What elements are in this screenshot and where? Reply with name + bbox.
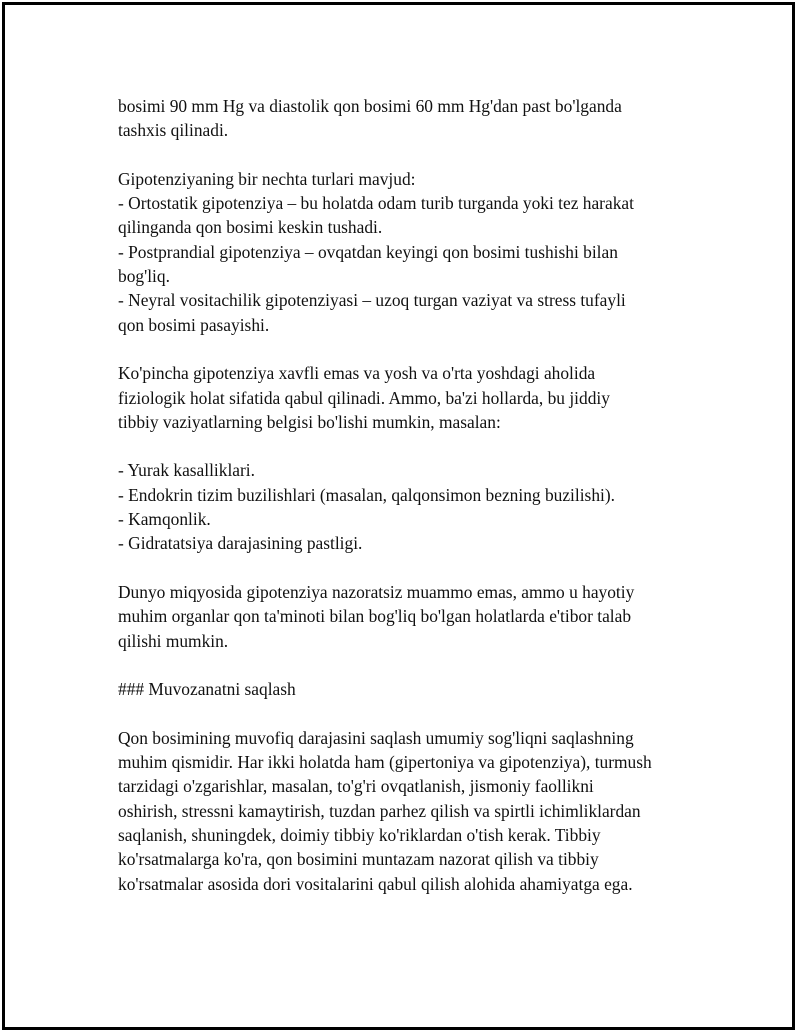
text-line: Gipotenziyaning bir nechta turlari mavjud: <box>118 168 416 189</box>
paragraph-gap <box>118 143 698 167</box>
paragraph-conditions-list <box>118 458 698 555</box>
paragraph-often-harmless <box>118 361 698 434</box>
text-line: muhim organlar qon ta'minoti bilan bog'liq bo'lgan holatlarda e'tibor talab <box>118 606 632 627</box>
text-line: tarzidagi o'zgarishlar, masalan, to'g'ri ovqatlanish, jismoniy faollikni <box>118 776 594 797</box>
paragraph-balance <box>118 726 698 896</box>
text-line: ko'rsatmalarga ko'ra, qon bosimini muntazam nazorat qilish va tibbiy <box>118 849 599 870</box>
paragraph-gap <box>118 701 698 725</box>
list-item: - Endokrin tizim buzilishlari (masalan, qalqonsimon bezning buzilishi). <box>118 484 615 505</box>
paragraph-gap <box>118 434 698 458</box>
text-line: qon bosimi pasayishi. <box>118 314 270 335</box>
paragraph-gap <box>118 556 698 580</box>
text-line: tashxis qilinadi. <box>118 120 229 141</box>
text-line: Dunyo miqyosida gipotenziya nazoratsiz muammo emas, ammo u hayotiy <box>118 581 635 602</box>
list-item: - Ortostatik gipotenziya – bu holatda odam turib turganda yoki tez harakat <box>118 193 634 214</box>
text-line: ko'rsatmalar asosida dori vositalarini qabul qilish alohida ahamiyatga ega. <box>118 873 633 894</box>
text-line: oshirish, stressni kamaytirish, tuzdan parhez qilish va spirtli ichimliklardan <box>118 800 641 821</box>
heading-text: ### Muvozanatni saqlash <box>118 679 296 700</box>
list-item: - Yurak kasalliklari. <box>118 460 255 481</box>
list-item: - Postprandial gipotenziya – ovqatdan keyingi qon bosimi tushishi bilan <box>118 241 618 262</box>
text-line: qilishi mumkin. <box>118 630 229 651</box>
paragraph-gap <box>118 337 698 361</box>
text-line: Qon bosimining muvofiq darajasini saqlash umumiy sog'liqni saqlashning <box>118 727 634 748</box>
text-line: Ko'pincha gipotenziya xavfli emas va yosh va o'rta yoshdagi aholida <box>118 363 596 384</box>
text-line: saqlanish, shuningdek, doimiy tibbiy ko'riklardan o'tish kerak. Tibbiy <box>118 824 601 845</box>
text-line: muhim qismidir. Har ikki holatda ham (gipertoniya va gipotenziya), turmush <box>118 752 652 773</box>
section-heading <box>118 677 698 701</box>
list-item: - Gidratatsiya darajasining pastligi. <box>118 533 363 554</box>
paragraph-worldwide <box>118 580 698 653</box>
text-line: qilinganda qon bosimi keskin tushadi. <box>118 217 383 238</box>
list-item: - Kamqonlik. <box>118 509 211 530</box>
text-line: bog'liq. <box>118 266 170 287</box>
paragraph-hypotension-types <box>118 167 698 337</box>
text-line: bosimi 90 mm Hg va diastolik qon bosimi 60 mm Hg'dan past bo'lganda <box>118 96 622 116</box>
text-line: fiziologik holat sifatida qabul qilinadi. Ammo, ba'zi hollarda, bu jiddiy <box>118 387 610 408</box>
list-item: - Neyral vositachilik gipotenziyasi – uzoq turgan vaziyat va stress tufayli <box>118 290 626 311</box>
paragraph-gap <box>118 653 698 677</box>
text-line: tibbiy vaziyatlarning belgisi bo'lishi mumkin, masalan: <box>118 411 501 432</box>
paragraph-diagnosis-end <box>118 94 698 143</box>
document-body <box>118 94 698 896</box>
